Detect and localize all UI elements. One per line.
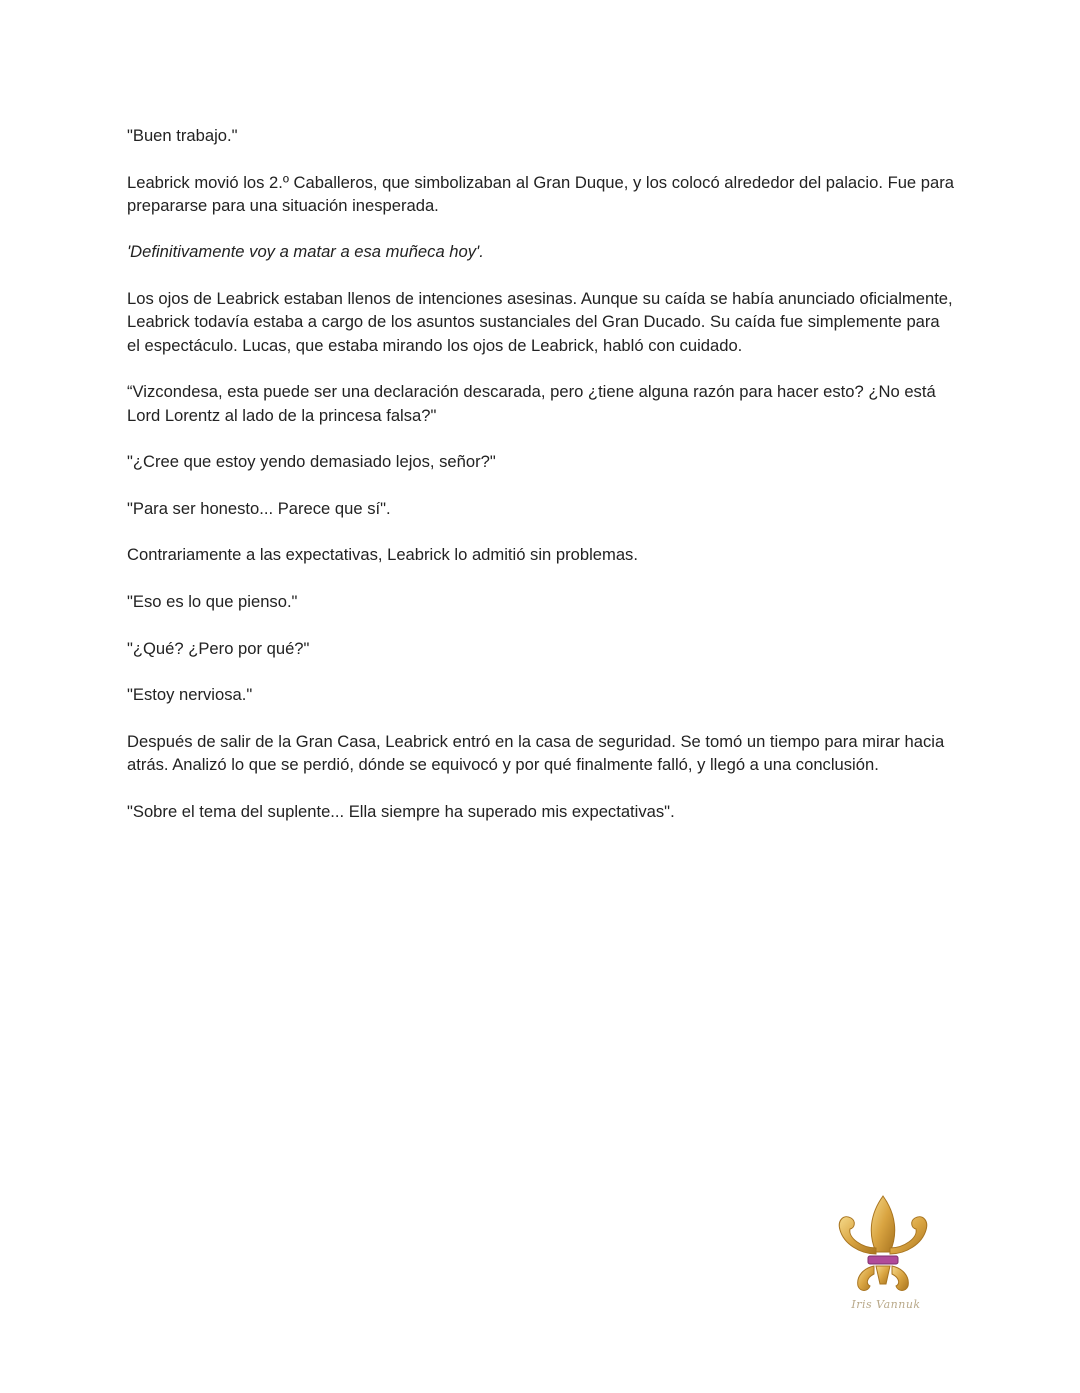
paragraph-5: “Vizcondesa, esta puede ser una declaración descarada, pero ¿tiene alguna razón para hacer esto? ¿No está Lord Lorentz al lado de la princesa falsa?" <box>127 382 936 425</box>
document-body <box>127 124 957 846</box>
paragraph-12: Después de salir de la Gran Casa, Leabrick entró en la casa de seguridad. Se tomó un tiempo para mirar hacia atrás. Analizó lo que se perdió, dónde se equivocó y por qué finalmente falló, y llegó a una conclusión. <box>127 731 945 775</box>
paragraph-4: Los ojos de Leabrick estaban llenos de intenciones asesinas. Aunque su caída se había anunciado oficialmente, Leabrick todavía estaba a cargo de los asuntos sustanciales del Gran Ducado. Su caída fue simplemente para el espectáculo. Lucas, que estaba mirando los ojos de Leabrick, habló con cuidado. <box>127 289 953 355</box>
paragraph-11: "Estoy nerviosa." <box>127 685 253 705</box>
paragraph-9: "Eso es lo que pienso." <box>127 591 298 611</box>
paragraph-8: Contrariamente a las expectativas, Leabrick lo admitió sin problemas. <box>127 545 638 565</box>
paragraph-1: "Buen trabajo." <box>127 126 238 145</box>
paragraph-6: "¿Cree que estoy yendo demasiado lejos, señor?" <box>127 452 496 472</box>
paragraph-13: "Sobre el tema del suplente... Ella siempre ha superado mis expectativas". <box>127 801 675 821</box>
watermark-signature: Iris Vannuk <box>851 1298 921 1311</box>
paragraph-3: 'Definitivamente voy a matar a esa muñeca hoy'. <box>127 242 484 262</box>
paragraph-10: "¿Qué? ¿Pero por qué?" <box>127 638 310 658</box>
paragraph-7: "Para ser honesto... Parece que sí". <box>127 498 391 518</box>
paragraph-2: Leabrick movió los 2.º Caballeros, que simbolizaban al Gran Duque, y los colocó alrededor del palacio. Fue para prepararse para una situación inesperada. <box>127 172 954 215</box>
